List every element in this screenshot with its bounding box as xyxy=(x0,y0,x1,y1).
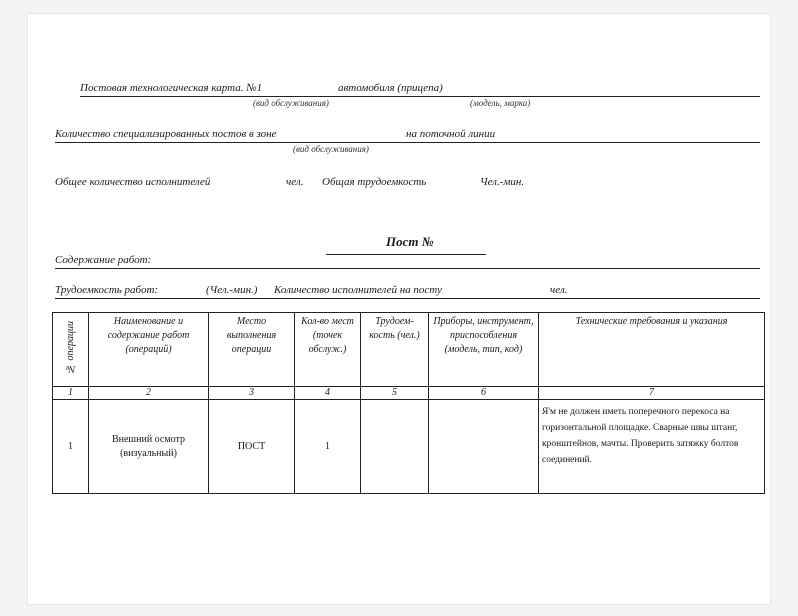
col-number: 5 xyxy=(361,387,429,400)
flow-line-label: на поточной линии xyxy=(406,128,496,140)
line2-underline xyxy=(55,142,760,143)
row-name: Внешний осмотр (визуальный) xyxy=(89,400,209,494)
posts-count-label: Количество специализированных постов в зоне xyxy=(55,128,277,140)
col-header-no: № операции xyxy=(53,313,89,387)
performers-total-label: Общее количество исполнителей xyxy=(55,176,211,188)
post-title-underline xyxy=(326,254,486,255)
document-sheet xyxy=(28,14,770,604)
col-number: 7 xyxy=(539,387,765,400)
labor-total-label: Общая трудоемкость xyxy=(322,176,427,188)
row-requirements: Я'м не должен иметь поперечного перекоса на горизонтальной площадке. Сварные швы штанг, кронштейнов, мачты. Проверить затяжку болтов соединений. xyxy=(539,400,765,494)
table-header-row xyxy=(53,313,765,387)
work-content-label: Содержание работ: xyxy=(55,254,152,266)
row-count: 1 xyxy=(295,400,361,494)
row-labor xyxy=(361,400,429,494)
col-header-place: Место выполнения операции xyxy=(209,313,295,387)
col-header-requirements: Технические требования и указания xyxy=(539,313,765,387)
line2-hint-service: (вид обслуживания) xyxy=(293,144,369,154)
line1-hint-model: (модель, марка) xyxy=(470,98,531,108)
line1-underline xyxy=(80,96,760,97)
labor-underline xyxy=(55,298,760,299)
labor-label: Трудоемкость работ: xyxy=(55,284,159,296)
row-place: ПОСТ xyxy=(209,400,295,494)
labor-total-unit: Чел.-мин. xyxy=(480,176,525,188)
col-number: 2 xyxy=(89,387,209,400)
col-header-tools: Приборы, инструмент, приспособления (модель, тип, код) xyxy=(429,313,539,387)
col-number: 3 xyxy=(209,387,295,400)
col-header-count: Кол-во мест (точек обслуж.) xyxy=(295,313,361,387)
table-row xyxy=(53,400,765,494)
card-title-label: Постовая технологическая карта. №1 xyxy=(80,82,263,94)
labor-unit: (Чел.-мин.) xyxy=(206,284,258,296)
post-performers-unit: чел. xyxy=(550,284,568,296)
work-content-underline xyxy=(55,268,760,269)
line1-hint-service: (вид обслуживания) xyxy=(253,98,329,108)
row-no: 1 xyxy=(53,400,89,494)
column-number-row xyxy=(53,387,765,400)
post-performers-label: Количество исполнителей на посту xyxy=(274,284,442,296)
post-title: Пост № xyxy=(386,234,434,249)
col-header-name: Наименование и содержание работ (операций) xyxy=(89,313,209,387)
performers-total-unit: чел. xyxy=(286,176,304,188)
operations-table xyxy=(52,312,765,494)
col-number: 6 xyxy=(429,387,539,400)
vehicle-label: автомобиля (прицепа) xyxy=(338,82,443,94)
col-number: 4 xyxy=(295,387,361,400)
col-header-labor: Трудоем-кость (чел.) xyxy=(361,313,429,387)
row-tools xyxy=(429,400,539,494)
col-number: 1 xyxy=(53,387,89,400)
